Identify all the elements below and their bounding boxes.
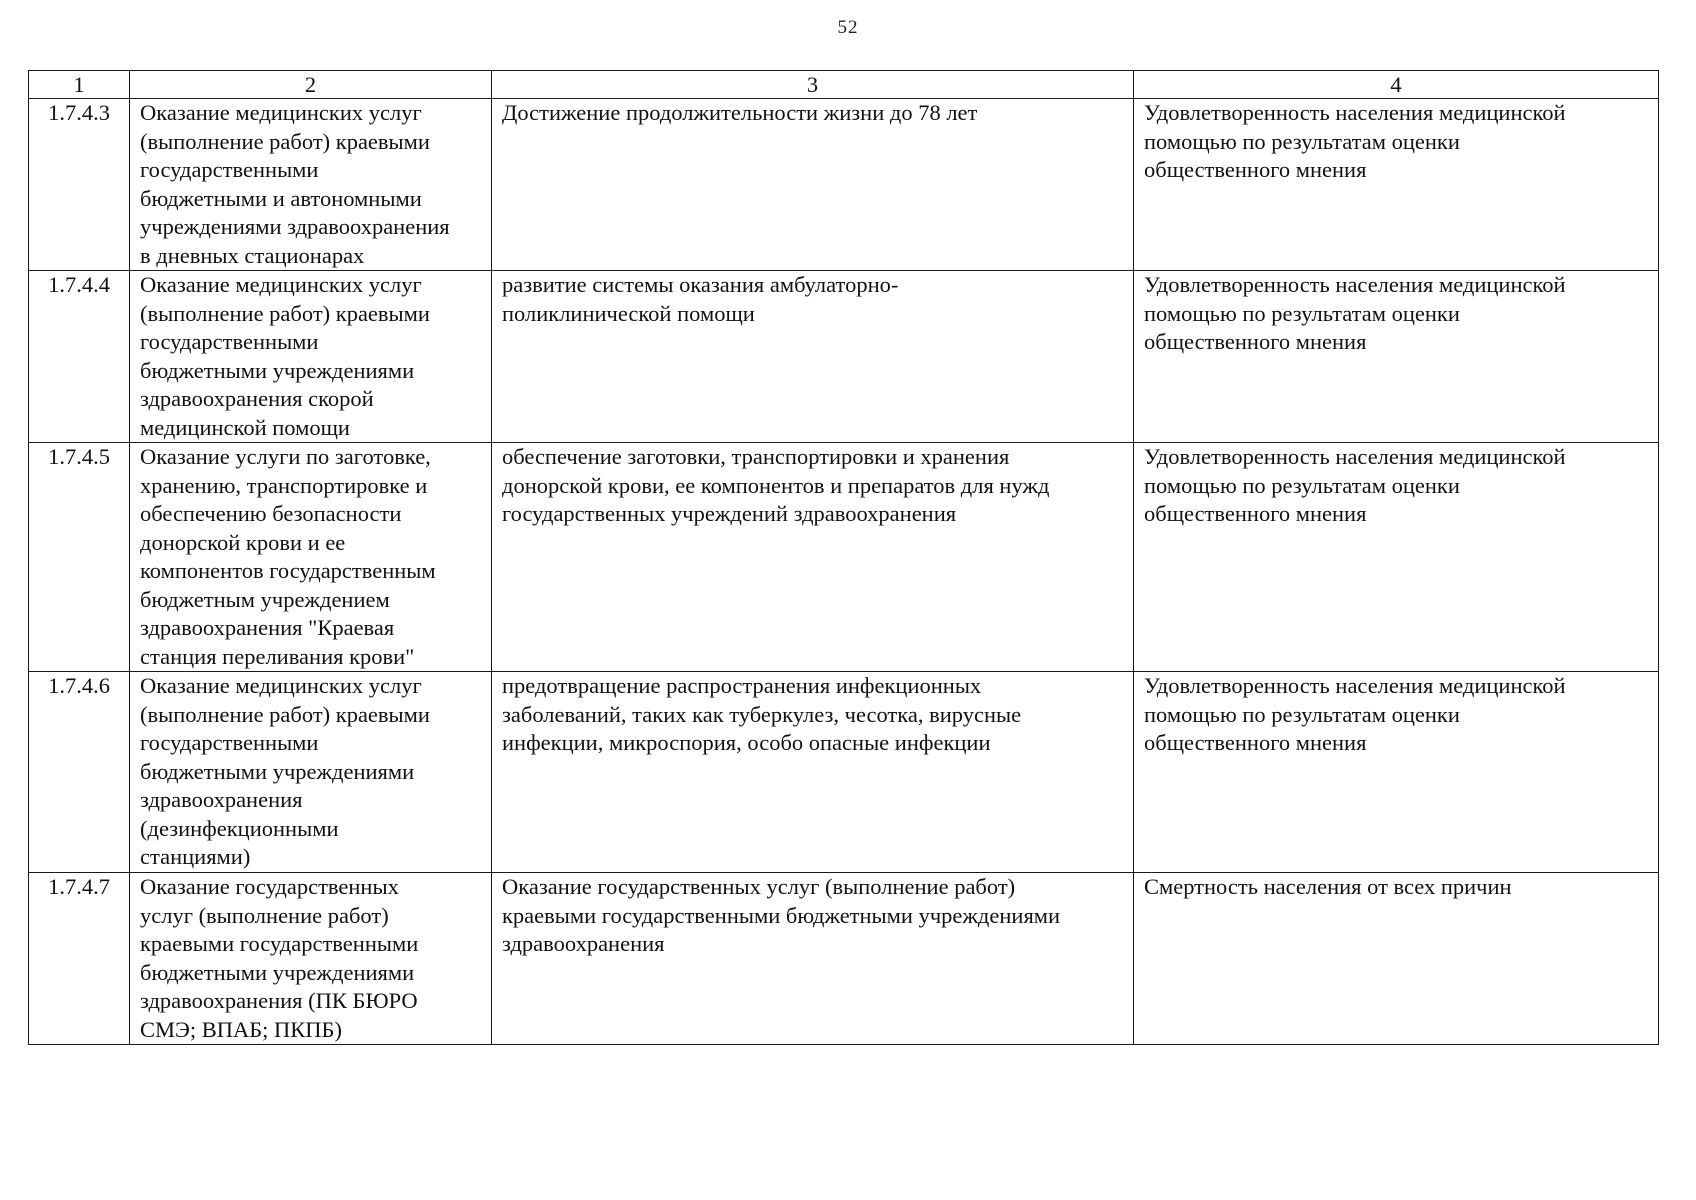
table-row — [29, 443, 1659, 672]
service-cell: Оказание услуги по заготовке, хранению, транспортировке и обеспечению безопасности донорской крови и ее компонентов государственным бюджетным учреждением здравоохранения "Краевая станция переливания крови" — [130, 443, 492, 672]
indicator-cell: Удовлетворенность населения медицинской помощью по результатам оценки общественного мнения — [1134, 99, 1659, 271]
table-row — [29, 271, 1659, 443]
service-cell: Оказание медицинских услуг (выполнение работ) краевыми государственными бюджетными учреждениями здравоохранения (дезинфекционными станциями) — [130, 672, 492, 873]
table-row — [29, 99, 1659, 271]
service-cell: Оказание медицинских услуг (выполнение работ) краевыми государственными бюджетными и автономными учреждениями здравоохранения в дневных стационарах — [130, 99, 492, 271]
column-header-1: 1 — [29, 71, 130, 99]
service-cell: Оказание государственных услуг (выполнение работ) краевыми государственными бюджетными учреждениями здравоохранения (ПК БЮРО СМЭ; ВПАБ; ПКПБ) — [130, 873, 492, 1045]
row-code: 1.7.4.4 — [29, 271, 130, 443]
service-cell: Оказание медицинских услуг (выполнение работ) краевыми государственными бюджетными учреждениями здравоохранения скорой медицинской помощи — [130, 271, 492, 443]
row-code: 1.7.4.7 — [29, 873, 130, 1045]
row-code: 1.7.4.3 — [29, 99, 130, 271]
column-header-3: 3 — [492, 71, 1134, 99]
goal-cell: Оказание государственных услуг (выполнение работ) краевыми государственными бюджетными учреждениями здравоохранения — [492, 873, 1134, 1045]
page-number: 52 — [837, 17, 859, 38]
column-header-2: 2 — [130, 71, 492, 99]
row-code: 1.7.4.5 — [29, 443, 130, 672]
goal-cell: Достижение продолжительности жизни до 78 лет — [492, 99, 1134, 271]
services-table — [28, 70, 1659, 1045]
row-code: 1.7.4.6 — [29, 672, 130, 873]
table-row — [29, 873, 1659, 1045]
table-row — [29, 672, 1659, 873]
goal-cell: предотвращение распространения инфекционных заболеваний, таких как туберкулез, чесотка, вирусные инфекции, микроспория, особо опасные инфекции — [492, 672, 1134, 873]
goal-cell: развитие системы оказания амбулаторно- поликлинической помощи — [492, 271, 1134, 443]
goal-cell: обеспечение заготовки, транспортировки и хранения донорской крови, ее компонентов и препаратов для нужд государственных учреждений здравоохранения — [492, 443, 1134, 672]
indicator-cell: Смертность населения от всех причин — [1134, 873, 1659, 1045]
indicator-cell: Удовлетворенность населения медицинской помощью по результатам оценки общественного мнения — [1134, 443, 1659, 672]
indicator-cell: Удовлетворенность населения медицинской помощью по результатам оценки общественного мнения — [1134, 672, 1659, 873]
table-header-row — [29, 71, 1659, 99]
column-header-4: 4 — [1134, 71, 1659, 99]
indicator-cell: Удовлетворенность населения медицинской помощью по результатам оценки общественного мнения — [1134, 271, 1659, 443]
